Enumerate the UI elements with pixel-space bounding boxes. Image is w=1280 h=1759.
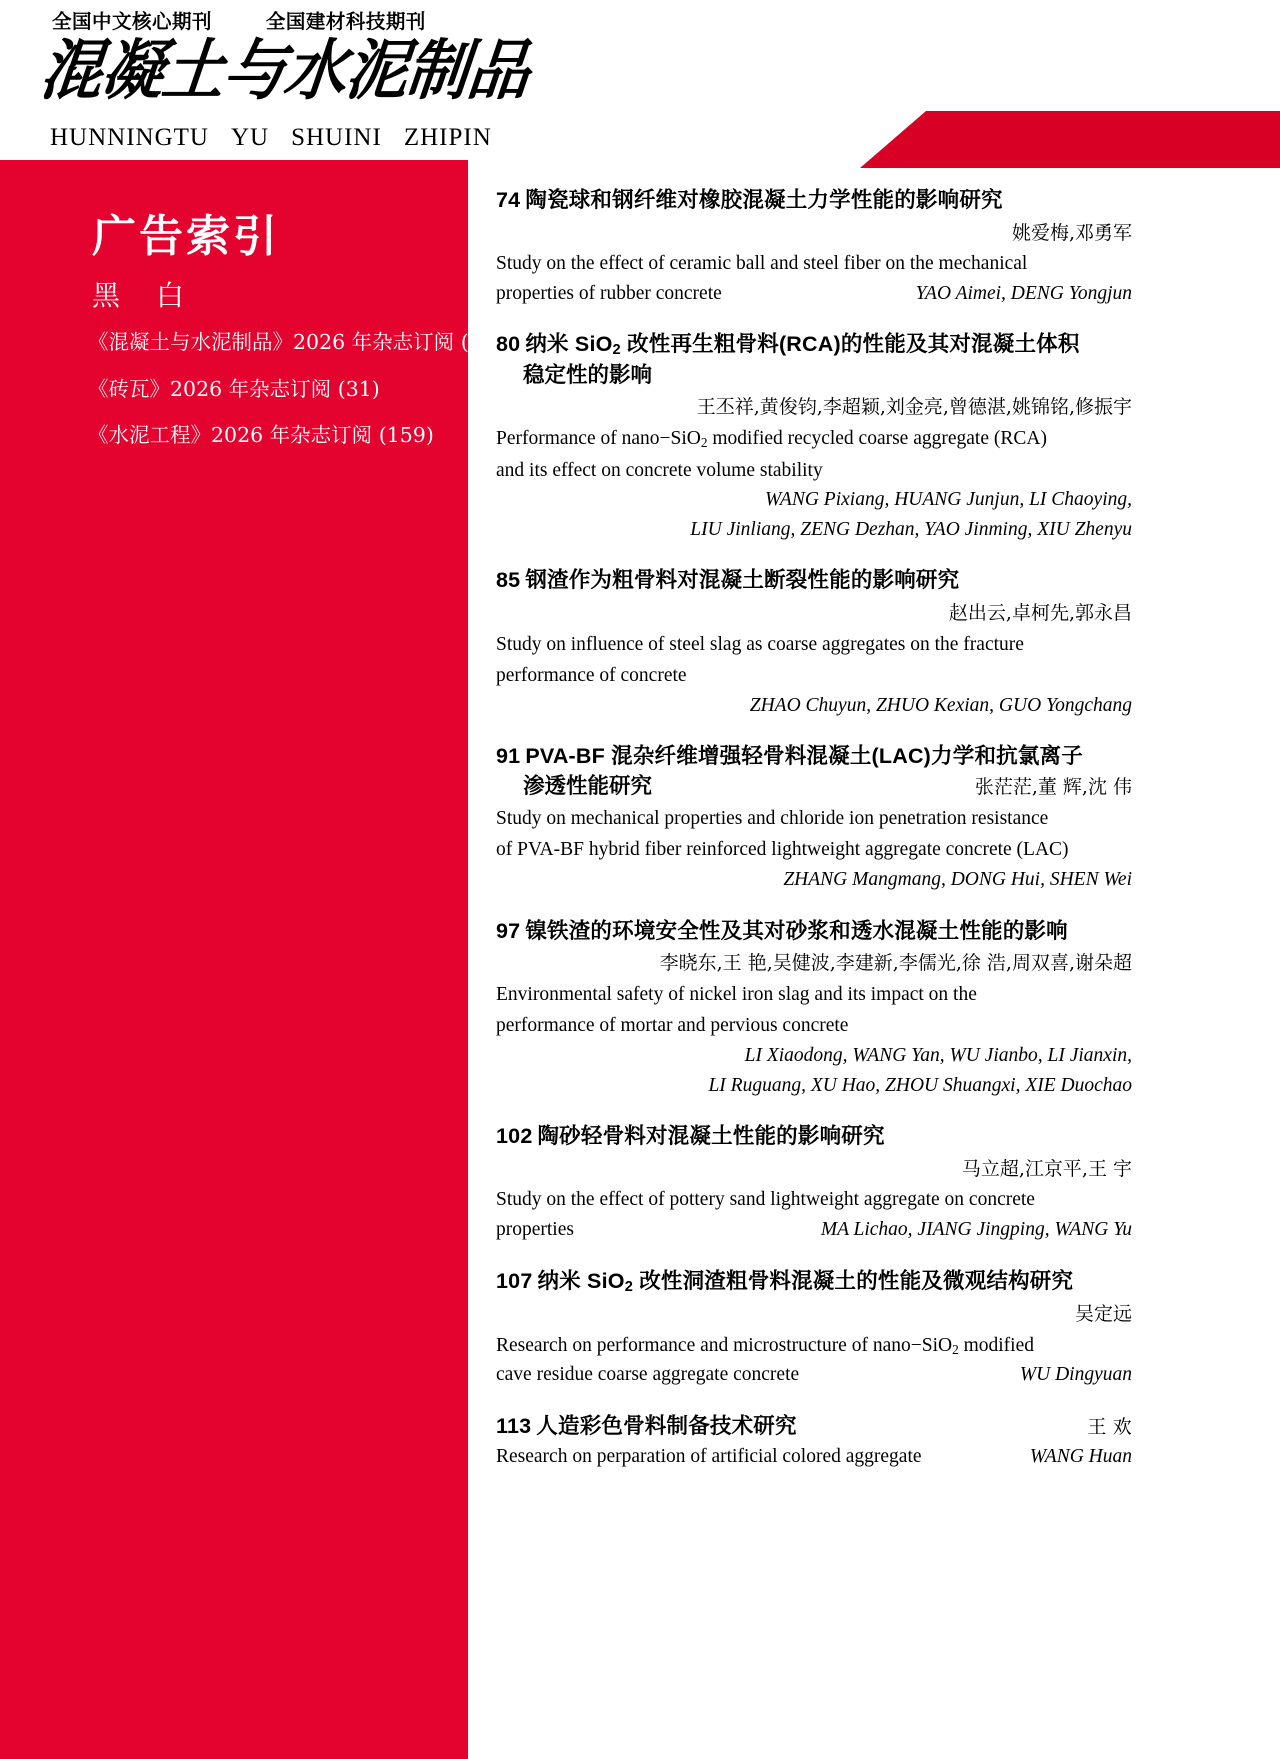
toc-banner-label: 目 次 3 <box>1105 54 1262 104</box>
entry-chinese-title-text: 陶砂轻骨料对混凝土性能的影响研究 <box>537 1124 885 1149</box>
pinyin-word-3: SHUINI <box>291 124 382 151</box>
entry-english-title-line: performance of concrete <box>496 665 687 687</box>
entry-chinese-title: 107 纳米 SiO$_2$ 改性洞渣粗骨料混凝土的性能及微观结构研究 <box>496 1268 1074 1295</box>
entry-english-title-line: cave residue coarse aggregate concrete <box>496 1364 800 1386</box>
entry-english-title-and-authors <box>496 1442 1132 1472</box>
masthead-kicker-row <box>52 6 426 34</box>
entry-chinese-authors: 马立超,江京平,王 宇 <box>961 1157 1132 1180</box>
kicker-left: 全国中文核心期刊 <box>52 11 213 33</box>
sidebar-title: 广告索引 <box>92 212 280 261</box>
toc-entry[interactable] <box>496 186 1132 308</box>
entry-page-number: 80 <box>496 332 521 357</box>
list-item[interactable]: 《水泥工程》2026 年杂志订阅 (159) <box>88 423 434 447</box>
entry-page-number: 85 <box>496 568 521 593</box>
sidebar-subtitle-white: 白 <box>156 279 185 312</box>
entry-english-title-line: Study on mechanical properties and chloride ion penetration resistance <box>496 807 1049 829</box>
list-item[interactable]: 《砖瓦》2026 年杂志订阅 (31) <box>88 376 380 401</box>
entry-page-number: 102 <box>496 1124 533 1149</box>
entry-chinese-authors: 赵出云,卓柯先,郭永昌 <box>948 602 1132 625</box>
entry-english-authors: ZHAO Chuyun, ZHUO Kexian, GUO Yongchang <box>749 694 1132 716</box>
journal-logo-chinese: 混凝土与水泥制品 <box>36 31 533 110</box>
entry-english-title-line: Research on perparation of artificial colored aggregate <box>496 1445 922 1467</box>
toc-entry-list <box>496 186 1132 1493</box>
subscript: 2 <box>952 1341 959 1357</box>
pinyin-word-1: HUNNINGTU <box>50 124 209 151</box>
entry-english-title-line: Study on the effect of ceramic ball and steel fiber on the mechanical <box>496 253 1028 275</box>
entry-chinese-title <box>496 1122 1132 1152</box>
entry-chinese-title <box>496 742 1132 772</box>
kicker-right: 全国建材科技期刊 <box>265 11 426 33</box>
sidebar-subtitle-black: 黑 <box>92 279 121 312</box>
entry-english-authors: WU Dingyuan <box>1019 1364 1132 1386</box>
entry-chinese-authors: 张茫茫,董 辉,沈 伟 <box>974 776 1132 799</box>
entry-chinese-title <box>496 566 1132 596</box>
entry-page-number: 113 <box>496 1413 532 1438</box>
entry-english-title-line: and its effect on concrete volume stability <box>496 459 823 481</box>
toc-entry[interactable] <box>496 1412 1132 1471</box>
entry-chinese-title <box>496 1412 1132 1442</box>
entry-chinese-title-text <box>496 1412 797 1442</box>
advertisement-index-sidebar <box>0 160 490 1759</box>
entry-page-number: 97 <box>496 918 521 943</box>
entry-chinese-title-text: 镍铁渣的环境安全性及其对砂浆和透水混凝土性能的影响 <box>525 918 1068 943</box>
toc-entry[interactable] <box>496 742 1132 894</box>
entry-chinese-authors: 吴定远 <box>1074 1303 1132 1326</box>
entry-english-title-and-authors <box>496 1360 1132 1390</box>
entry-english-authors: LI Ruguang, XU Hao, ZHOU Shuangxi, XIE Duochao <box>708 1074 1132 1096</box>
subscript: 2 <box>700 434 708 450</box>
entry-english-title-and-authors <box>496 1215 1132 1245</box>
entry-chinese-title <box>496 186 1132 216</box>
entry-chinese-title-line2 <box>496 361 1132 391</box>
subscript: 2 <box>624 1278 634 1295</box>
entry-chinese-title-line2 <box>496 772 1132 802</box>
entry-english-authors: LI Xiaodong, WANG Yan, WU Jianbo, LI Jianxin, <box>744 1045 1132 1067</box>
entry-chinese-title-text: 稳定性的影响 <box>523 362 653 387</box>
entry-english-title-line: Environmental safety of nickel iron slag and its impact on the <box>496 983 977 1005</box>
entry-english-title-line: performance of mortar and pervious concrete <box>496 1015 849 1037</box>
toc-entry[interactable] <box>496 917 1132 1101</box>
entry-chinese-title: 80 纳米 SiO$_2$ 改性再生粗骨料(RCA)的性能及其对混凝土体积 <box>496 332 1080 359</box>
toc-entry[interactable] <box>496 566 1132 720</box>
entry-english-title-line: Performance of nano−SiO$_2$ modified recycled coarse aggregate (RCA) <box>496 427 1047 450</box>
entry-english-title-line: properties of rubber concrete <box>496 282 722 304</box>
entry-chinese-title-text: PVA-BF 混杂纤维增强轻骨料混凝土(LAC)力学和抗氯离子 <box>525 744 1083 769</box>
entry-chinese-authors: 李晓东,王 艳,吴健波,李建新,李儒光,徐 浩,周双喜,谢朵超 <box>659 952 1132 975</box>
entry-chinese-authors: 姚爱梅,邓勇军 <box>1011 221 1132 244</box>
toc-entry[interactable] <box>496 330 1132 544</box>
entry-english-authors: WANG Huan <box>1029 1445 1132 1467</box>
entry-chinese-title <box>496 917 1132 947</box>
entry-english-title-line: Study on influence of steel slag as coarse aggregates on the fracture <box>496 633 1024 655</box>
sidebar-subtitle <box>92 279 185 312</box>
entry-page-number: 107 <box>496 1268 533 1293</box>
entry-english-authors: MA Lichao, JIANG Jingping, WANG Yu <box>820 1219 1132 1241</box>
pinyin-word-2: YU <box>230 124 270 151</box>
toc-entry[interactable] <box>496 1267 1132 1390</box>
pinyin-word-4: ZHIPIN <box>403 124 492 151</box>
entry-english-title-line: Research on performance and microstructure of nano−SiO$_2$ modified <box>496 1334 1034 1357</box>
entry-chinese-title-text: 渗透性能研究 <box>523 774 653 799</box>
entry-english-title-line: Study on the effect of pottery sand lightweight aggregate on concrete <box>496 1189 1035 1211</box>
entry-english-authors: ZHANG Mangmang, DONG Hui, SHEN Wei <box>783 869 1132 891</box>
toc-banner <box>860 111 1280 168</box>
entry-english-authors: YAO Aimei, DENG Yongjun <box>915 282 1132 304</box>
entry-english-authors: WANG Pixiang, HUANG Junjun, LI Chaoying, <box>765 489 1132 511</box>
entry-page-number: 91 <box>496 744 521 769</box>
entry-chinese-title-text: 钢渣作为粗骨料对混凝土断裂性能的影响研究 <box>525 568 960 593</box>
entry-english-title-line: of PVA-BF hybrid fiber reinforced lightweight aggregate concrete (LAC) <box>496 839 1069 861</box>
subscript: 2 <box>612 342 621 359</box>
toc-entry[interactable] <box>496 1122 1132 1244</box>
entry-page-number: 74 <box>496 188 521 212</box>
entry-chinese-title-text: 陶瓷球和钢纤维对橡胶混凝土力学性能的影响研究 <box>525 188 1003 212</box>
sidebar-ad-list <box>88 330 490 472</box>
entry-chinese-authors: 王 欢 <box>1087 1415 1132 1438</box>
entry-chinese-title-body: 人造彩色骨料制备技术研究 <box>536 1413 797 1438</box>
journal-logo-pinyin <box>50 124 514 152</box>
masthead <box>0 0 1280 160</box>
list-item[interactable]: 《混凝土与水泥制品》2026 年杂志订阅 (8) <box>88 330 490 354</box>
entry-english-title-line: properties <box>496 1219 574 1241</box>
entry-chinese-authors: 王丕祥,黄俊钧,李超颖,刘金亮,曾德湛,姚锦铭,修振宇 <box>696 396 1132 419</box>
entry-english-title-and-authors <box>496 279 1132 309</box>
entry-english-authors: LIU Jinliang, ZENG Dezhan, YAO Jinming, XIU Zhenyu <box>690 518 1132 540</box>
